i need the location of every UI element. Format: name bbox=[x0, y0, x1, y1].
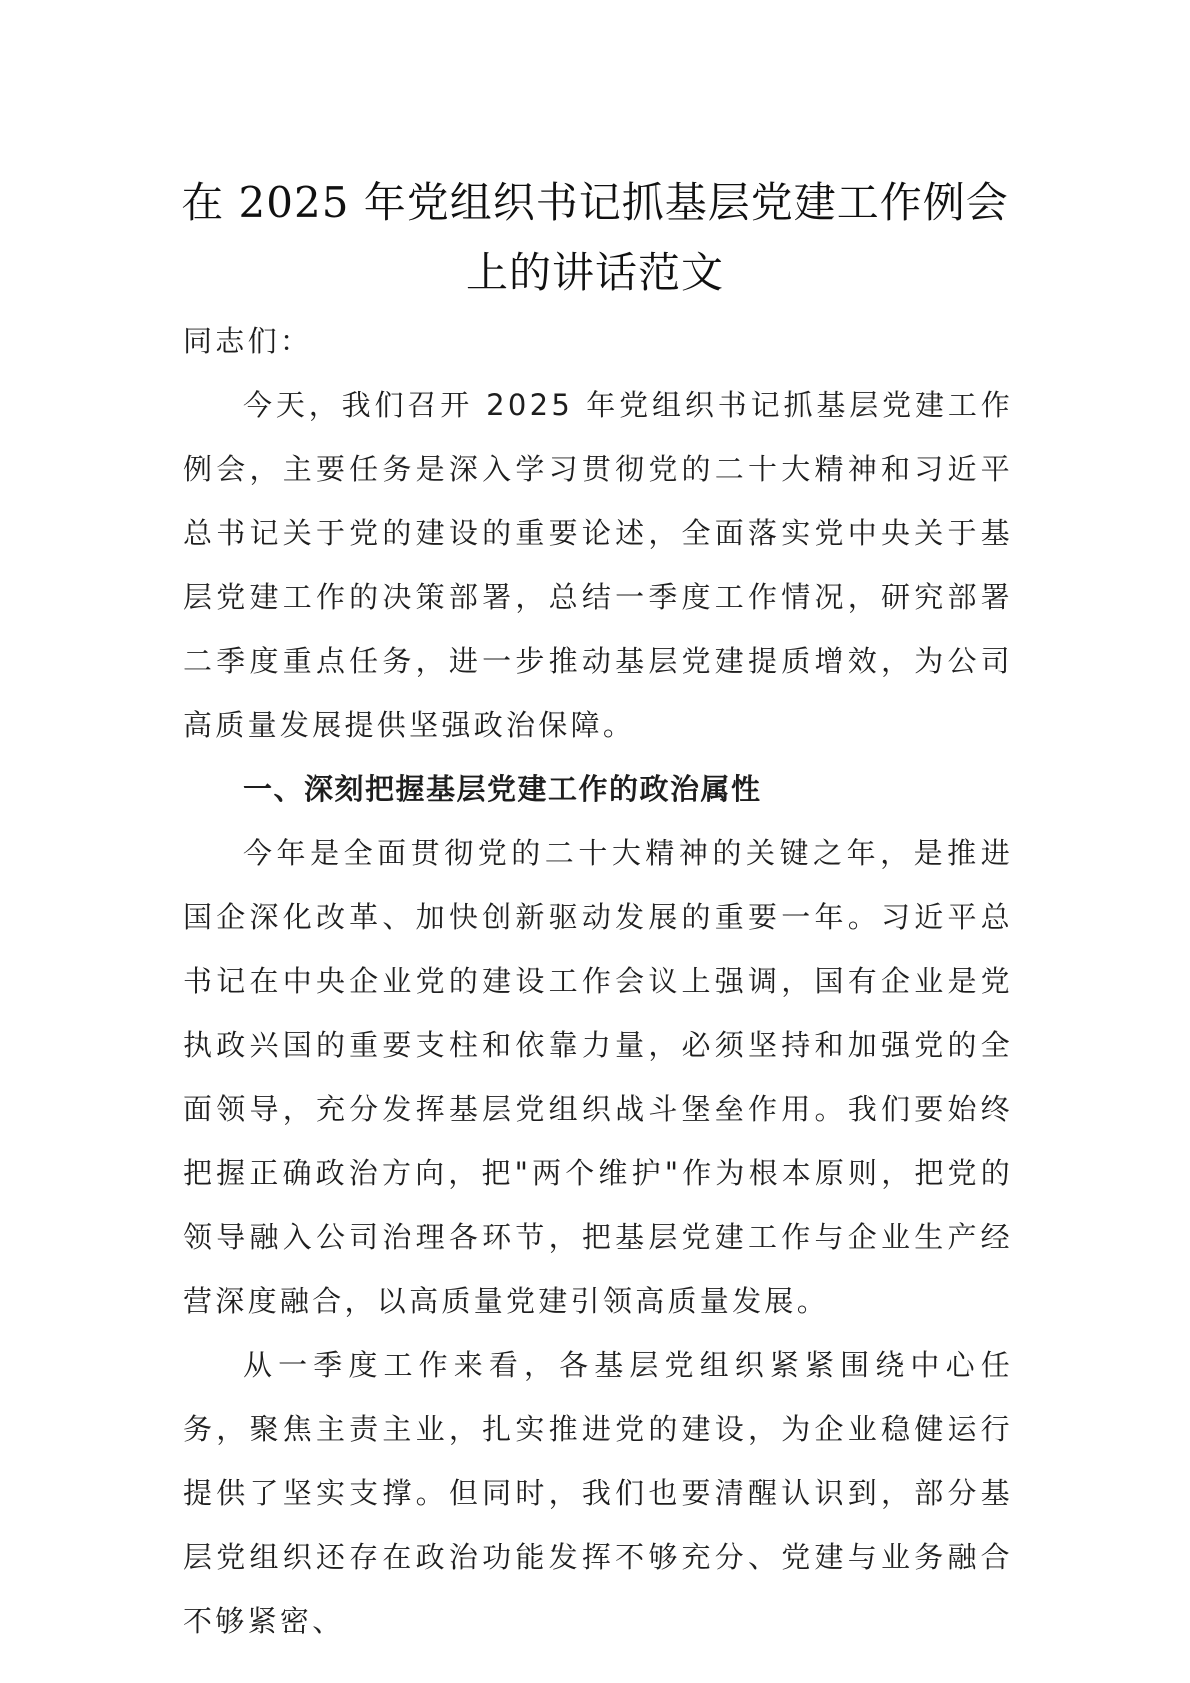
title-line-1: 在 2025 年党组织书记抓基层党建工作例会 bbox=[181, 178, 1009, 227]
paragraph-intro: 今天，我们召开 2025 年党组织书记抓基层党建工作例会，主要任务是深入学习贯彻党的二十大精神和习近平总书记关于党的建设的重要论述，全面落实党中央关于基层党建工作的决策部署，总结一季度工作情况，研究部署二季度重点任务，进一步推动基层党建提质增效，为公司高质量发展提供坚强政治保障。 bbox=[183, 388, 1013, 742]
paragraph-political-attribute: 今年是全面贯彻党的二十大精神的关键之年，是推进国企深化改革、加快创新驱动发展的重要一年。习近平总书记在中央企业党的建设工作会议上强调，国有企业是党执政兴国的重要支柱和依靠力量，必须坚持和加强党的全面领导，充分发挥基层党组织战斗堡垒作用。我们要始终把握正确政治方向，把"两个维护"作为根本原则，把党的领导融入公司治理各环节，把基层党建工作与企业生产经营深度融合，以高质量党建引领高质量发展。 bbox=[183, 836, 1013, 1318]
section-heading-1: 一、深刻把握基层党建工作的政治属性 bbox=[243, 772, 762, 806]
paragraph-first-quarter-review: 从一季度工作来看，各基层党组织紧紧围绕中心任务，聚焦主责主业，扎实推进党的建设，为企业稳健运行提供了坚实支撑。但同时，我们也要清醒认识到，部分基层党组织还存在政治功能发挥不够充分、党建与业务融合不够紧密、 bbox=[183, 1348, 1013, 1638]
document-title bbox=[150, 168, 1040, 308]
title-line-2: 上的讲话范文 bbox=[465, 248, 724, 297]
salutation: 同志们： bbox=[183, 324, 313, 358]
document-body bbox=[183, 309, 1013, 1653]
